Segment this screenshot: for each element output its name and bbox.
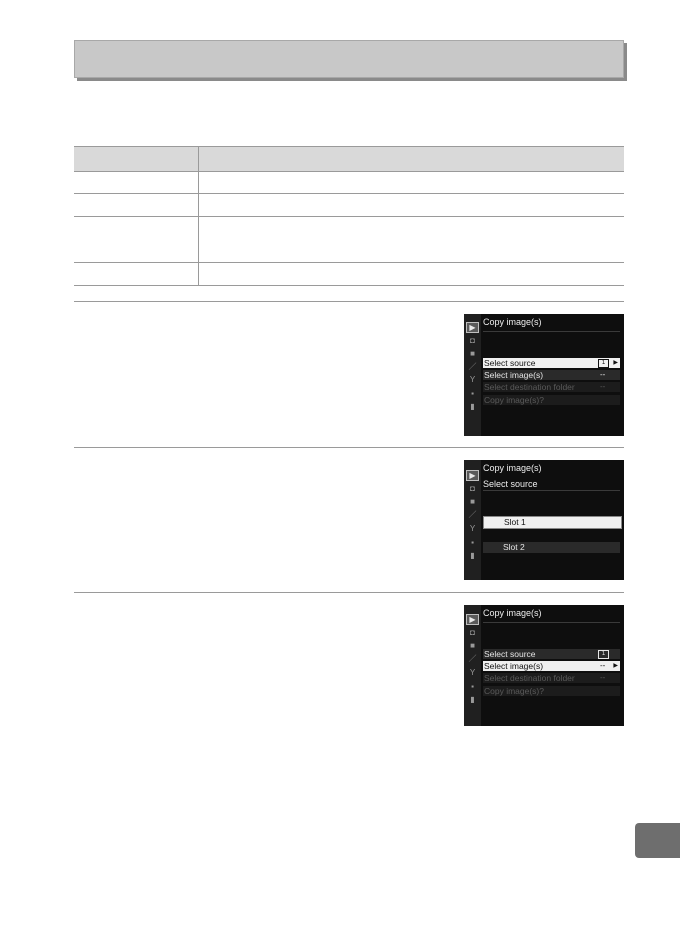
menu-sidebar <box>464 605 481 726</box>
slot-2-option[interactable]: Slot 2 <box>483 542 620 553</box>
pencil-icon: ／ <box>468 362 477 371</box>
movie-icon: ■ <box>470 641 475 650</box>
arrow-right-icon: ▶ <box>613 360 618 366</box>
table-row <box>74 171 624 194</box>
arrow-right-icon: ▶ <box>613 663 618 669</box>
wrench-icon: Y <box>469 668 476 677</box>
menu-sidebar <box>464 460 481 580</box>
section-divider <box>74 301 624 302</box>
screen-title: Copy image(s) <box>483 608 542 618</box>
camera-menu-screen-2 <box>464 460 624 580</box>
menu-item-copy-images: Copy image(s)? <box>483 686 620 696</box>
screen-title: Copy image(s) <box>483 463 542 473</box>
movie-icon: ■ <box>470 349 475 358</box>
camera-menu-screen-1 <box>464 314 624 436</box>
menu-item-select-destination: Select destination folder -- <box>483 382 620 392</box>
camera-icon: ◘ <box>470 336 475 345</box>
table-row <box>74 217 624 263</box>
menu-sidebar <box>464 314 481 436</box>
menu-item-select-images[interactable]: Select image(s) -- <box>483 370 620 380</box>
table-row <box>74 263 624 286</box>
section-title-bar <box>74 40 624 78</box>
menu-item-select-images[interactable]: Select image(s) -- ▶ <box>484 661 618 671</box>
menu-item-select-source[interactable]: Select source 1 <box>483 649 620 659</box>
camera-icon: ◘ <box>470 484 475 493</box>
pencil-icon: ／ <box>468 510 477 519</box>
playback-icon: ▶ <box>466 614 479 625</box>
retouch-icon: ▪ <box>471 538 474 547</box>
chapter-tab <box>635 823 680 858</box>
section-divider <box>74 592 624 593</box>
camera-menu-screen-3 <box>464 605 624 726</box>
camera-icon: ◘ <box>470 628 475 637</box>
retouch-icon: ▪ <box>471 389 474 398</box>
menu-item-select-destination: Select destination folder -- <box>483 673 620 683</box>
playback-icon: ▶ <box>466 470 479 481</box>
menu-item-copy-images: Copy image(s)? <box>483 395 620 405</box>
screen-subtitle: Select source <box>483 479 538 489</box>
trash-icon: ▮ <box>470 551 475 560</box>
screen-title: Copy image(s) <box>483 317 542 327</box>
wrench-icon: Y <box>469 375 476 384</box>
section-divider <box>74 447 624 448</box>
table-row <box>74 194 624 217</box>
slot-1-option[interactable]: Slot 1 <box>483 516 622 529</box>
table-header-row <box>74 146 624 172</box>
wrench-icon: Y <box>469 524 476 533</box>
trash-icon: ▮ <box>470 402 475 411</box>
menu-item-select-source[interactable]: Select source 1 ▶ <box>484 358 618 368</box>
trash-icon: ▮ <box>470 695 475 704</box>
pencil-icon: ／ <box>468 654 477 663</box>
movie-icon: ■ <box>470 497 475 506</box>
retouch-icon: ▪ <box>471 682 474 691</box>
playback-icon: ▶ <box>466 322 479 333</box>
